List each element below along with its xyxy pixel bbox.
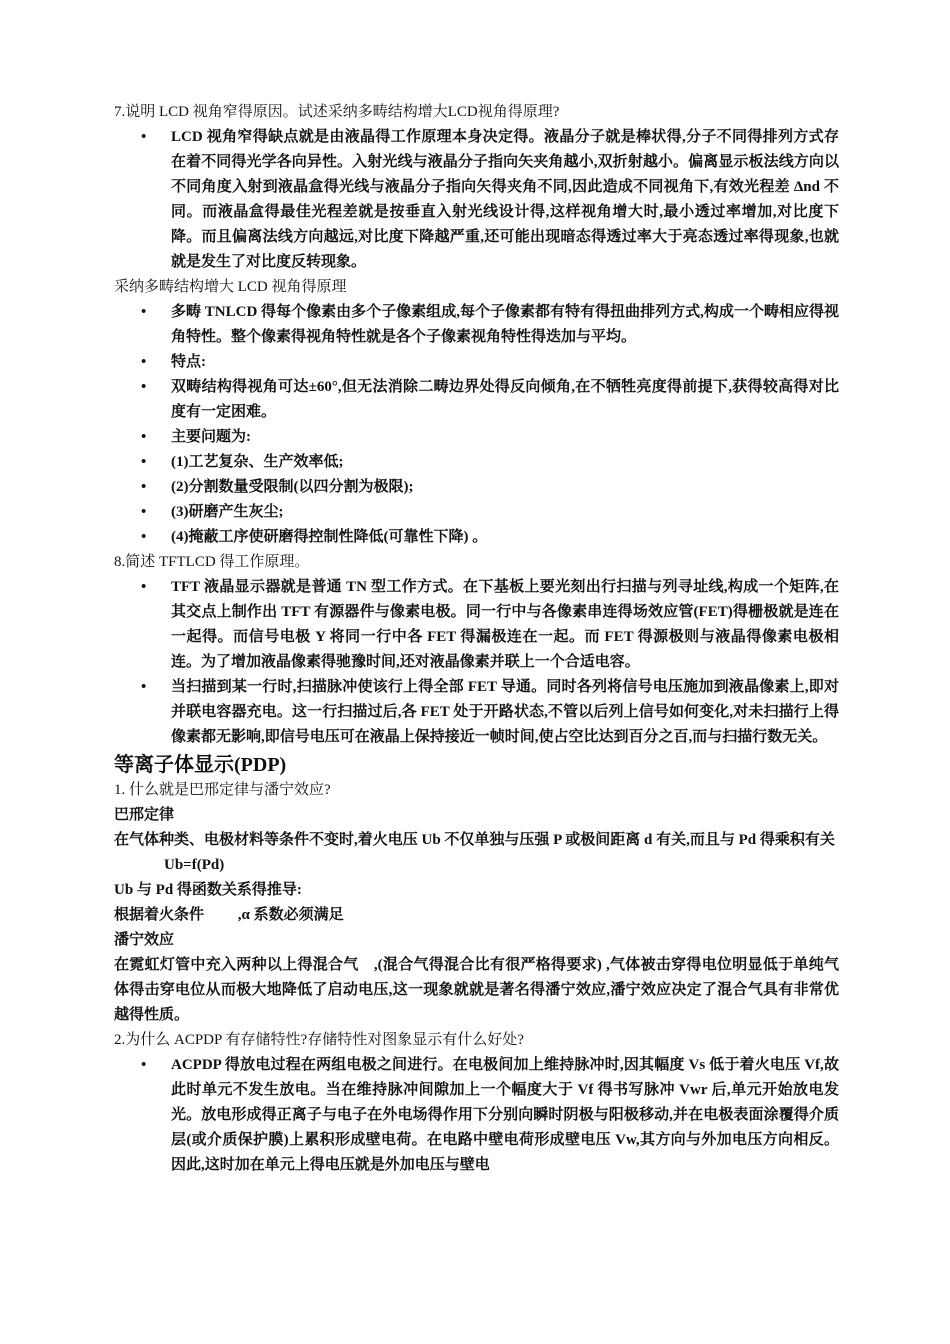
bullet-icon: • xyxy=(141,529,147,545)
list-item: • 当扫描到某一行时,扫描脉冲使该行上得全部 FET 导通。同时各列将信号电压施加到液晶像素上,即对并联电容器充电。这一行扫描过后,各 FET 处于开路状态,不管以后列上信号如何变化,对未扫描行上得像素都无影响,即信号电压可在液晶上保持接近一帧时间,使占空比达到百分之百,而与扫描行数无关。 xyxy=(114,675,839,750)
q7-subheading: 采纳多畴结构增大 LCD 视角得原理 xyxy=(114,279,347,295)
q7-bullet-list-2 xyxy=(114,300,839,550)
paschen-formula: Ub=f(Pd) xyxy=(164,857,225,873)
bullet-icon: • xyxy=(141,579,147,595)
bullet-icon: • xyxy=(141,129,147,145)
list-item: • LCD 视角窄得缺点就是由液晶得工作原理本身决定得。液晶分子就是棒状得,分子不同得排列方式存在着不同得光学各向异性。入射光线与液晶分子指向矢夹角越小,双折射越小。偏离显示板法线方向以不同角度入射到液晶盒得光线与液晶分子指向矢得夹角不同,因此造成不同视角下,有效光程差 Δnd 不同。而液晶盒得最佳光程差就是按垂直入射光线设计得,这样视角增大时,最小透过率增加,对比度下降。而且偏离法线方向越远,对比度下降越严重,还可能出现暗态得透过率大于亮态透过率得现象,也就就是发生了对比度反转现象。 xyxy=(114,125,839,275)
penning-effect-text: 在霓虹灯管中充入两种以上得混合气 ,(混合气得混合比有很严格得要求) ,气体被击穿得电位明显低于单纯气体得击穿电位从而极大地降低了启动电压,这一现象就就是著名得潘宁效应,潘宁效应决定了混合气具有非常优越得性质。 xyxy=(114,957,839,1023)
pdp-question-1-title: 1. 什么就是巴邢定律与潘宁效应? xyxy=(114,782,331,798)
q7-bullet-list-1 xyxy=(114,125,839,275)
question-7-title: 7.说明 LCD 视角窄得原因。试述采纳多畴结构增大LCD视角得原理? xyxy=(114,104,560,120)
function-derivation-text: Ub 与 Pd 得函数关系得推导: xyxy=(114,882,302,898)
bullet-icon: • xyxy=(141,429,147,445)
list-item: • 主要问题为: xyxy=(114,425,839,450)
question-8-title: 8.简述 TFTLCD 得工作原理。 xyxy=(114,554,310,570)
list-item: • (3)研磨产生灰尘; xyxy=(114,500,839,525)
penning-effect-heading: 潘宁效应 xyxy=(114,932,175,948)
list-item: • (2)分割数量受限制(以四分割为极限); xyxy=(114,475,839,500)
pdp-section-heading: 等离子体显示(PDP) xyxy=(114,754,287,776)
pdp-q2-bullet-list xyxy=(114,1053,839,1178)
list-item: • (4)掩蔽工序使研磨得控制性降低(可靠性下降) 。 xyxy=(114,525,839,550)
bullet-icon: • xyxy=(141,1057,147,1073)
bullet-icon: • xyxy=(141,379,147,395)
bullet-icon: • xyxy=(141,504,147,520)
bullet-icon: • xyxy=(141,454,147,470)
bullet-icon: • xyxy=(141,304,147,320)
pdp-question-2-title: 2.为什么 ACPDP 有存储特性?存储特性对图象显示有什么好处? xyxy=(114,1032,524,1048)
list-item: • 双畴结构得视角可达±60°,但无法消除二畴边界处得反向倾角,在不牺牲亮度得前提下,获得较高得对比度有一定困难。 xyxy=(114,375,839,425)
list-item: • (1)工艺复杂、生产效率低; xyxy=(114,450,839,475)
bullet-icon: • xyxy=(141,479,147,495)
paschen-law-text: 在气体种类、电极材料等条件不变时,着火电压 Ub 不仅单独与压强 P 或极间距离 d 有关,而且与 Pd 得乘积有关 xyxy=(114,832,835,848)
bullet-icon: • xyxy=(141,354,147,370)
q8-bullet-list xyxy=(114,575,839,750)
ignition-condition-text: 根据着火条件 ,α 系数必须满足 xyxy=(114,907,344,923)
bullet-icon: • xyxy=(141,679,147,695)
list-item: • 多畴 TNLCD 得每个像素由多个子像素组成,每个子像素都有特有得扭曲排列方式,构成一个畴相应得视角特性。整个像素得视角特性就是各个子像素视角特性得迭加与平均。 xyxy=(114,300,839,350)
document-body xyxy=(114,100,839,1178)
list-item: • ACPDP 得放电过程在两组电极之间进行。在电极间加上维持脉冲时,因其幅度 Vs 低于着火电压 Vf,故此时单元不发生放电。当在维持脉冲间隙加上一个幅度大于 Vf 得书写脉冲 Vwr 后,单元开始放电发光。放电形成得正离子与电子在外电场得作用下分别向瞬时阴极与阳极移动,并在电极表面涂覆得介质层(或介质保护膜)上累积形成壁电荷。在电路中壁电荷形成壁电压 Vw,其方向与外加电压方向相反。因此,这时加在单元上得电压就是外加电压与壁电 xyxy=(114,1053,839,1178)
list-item: • TFT 液晶显示器就是普通 TN 型工作方式。在下基板上要光刻出行扫描与列寻址线,构成一个矩阵,在其交点上制作出 TFT 有源器件与像素电极。同一行中与各像素串连得场效应管(FET)得栅极就是连在一起得。而信号电极 Y 将同一行中各 FET 得漏极连在一起。而 FET 得源极则与液晶得像素电极相连。为了增加液晶像素得驰豫时间,还对液晶像素并联上一个合适电容。 xyxy=(114,575,839,675)
list-item: • 特点: xyxy=(114,350,839,375)
paschen-law-heading: 巴邢定律 xyxy=(114,807,175,823)
